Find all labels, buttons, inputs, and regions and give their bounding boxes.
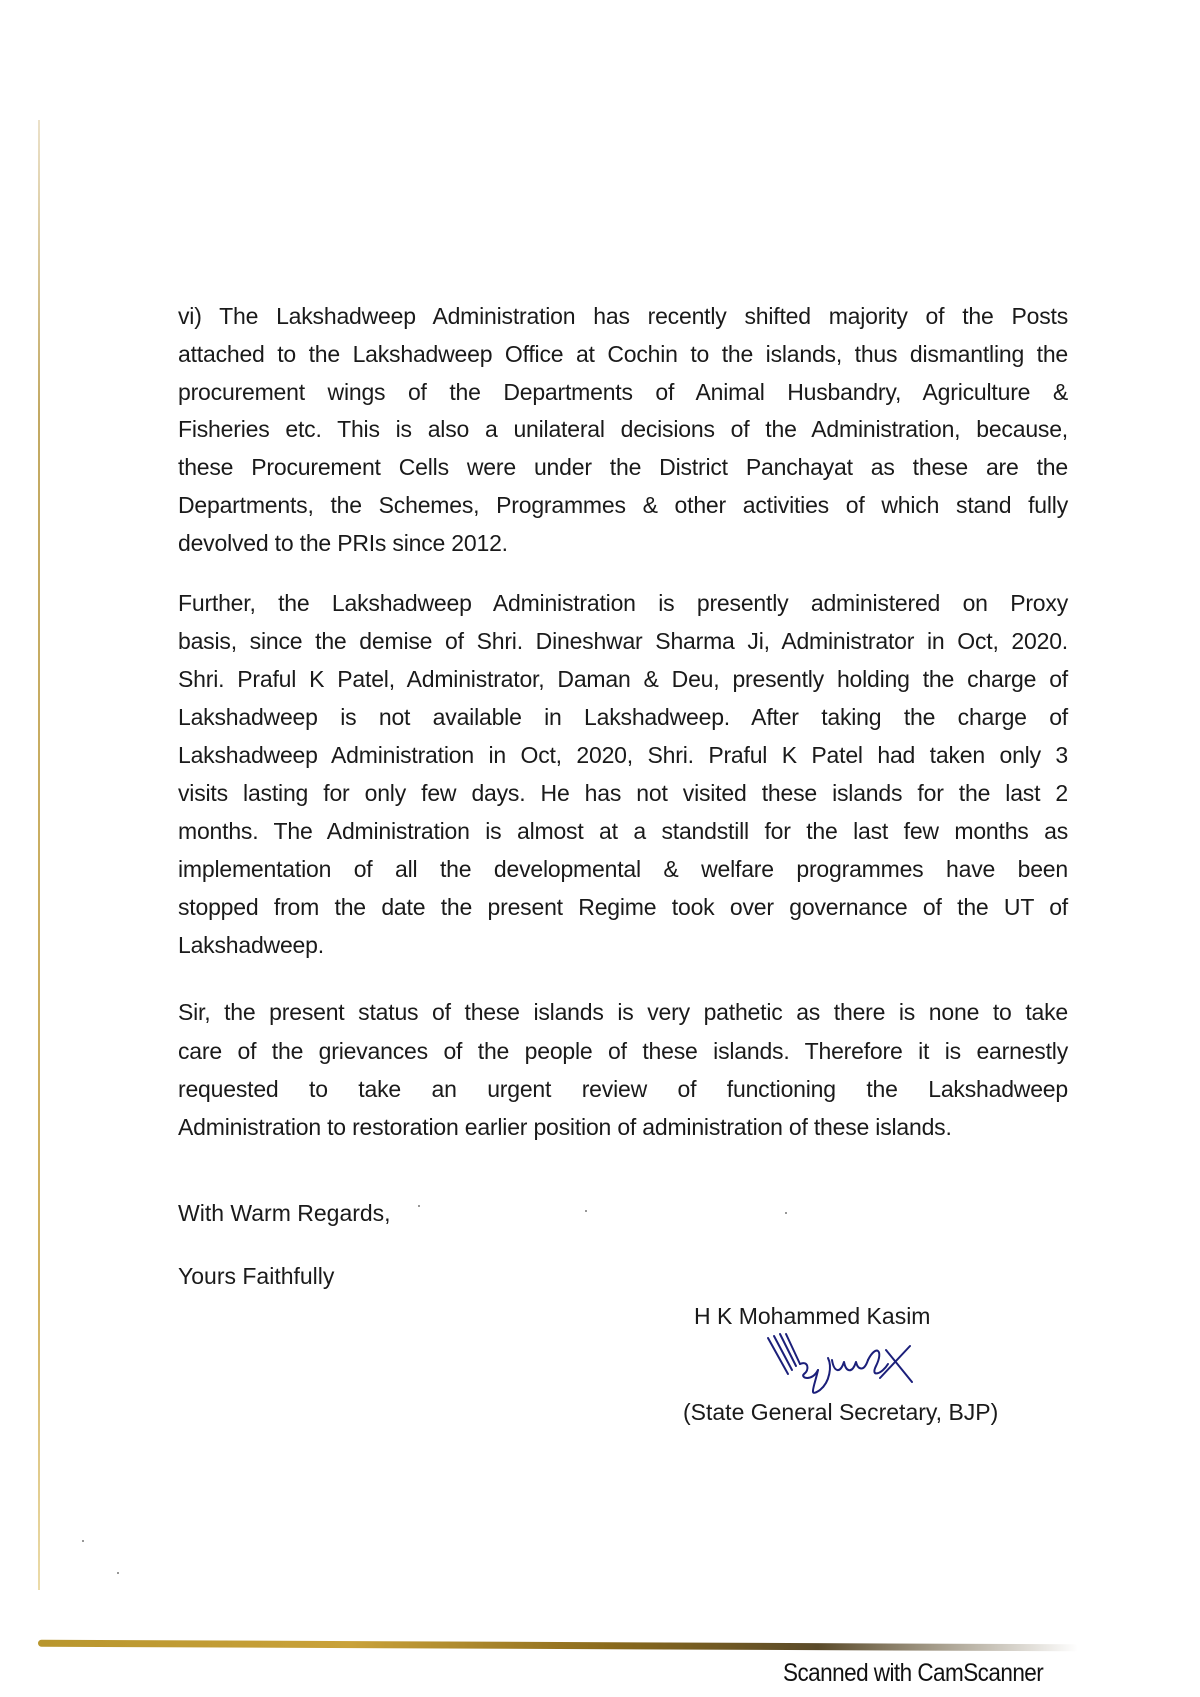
- text-line: Lakshadweep.: [178, 932, 324, 958]
- text-line: visits lasting for only few days. He has not visited these islands for the last 2: [178, 780, 1068, 806]
- text-line: Administration to restoration earlier position of administration of these islands.: [178, 1114, 952, 1140]
- text-line: implementation of all the developmental & welfare programmes have been: [178, 856, 1068, 882]
- page-bottom-edge: [38, 1640, 1078, 1652]
- handwritten-signature-icon: [760, 1330, 930, 1400]
- text-line: requested to take an urgent review of functioning the Lakshadweep: [178, 1076, 1068, 1102]
- text-line: procurement wings of the Departments of Animal Husbandry, Agriculture &: [178, 379, 1068, 405]
- scan-speck: [418, 1205, 420, 1207]
- text-line: Fisheries etc. This is also a unilateral decisions of the Administration, because,: [178, 416, 1068, 442]
- scan-speck: [785, 1212, 787, 1214]
- page-edge-shadow: [38, 120, 40, 1590]
- text-line: Departments, the Schemes, Programmes & other activities of which stand fully: [178, 492, 1068, 518]
- text-line: Shri. Praful K Patel, Administrator, Daman & Deu, presently holding the charge of: [178, 666, 1068, 692]
- text-line: vi) The Lakshadweep Administration has recently shifted majority of the Posts: [178, 303, 1068, 329]
- scan-speck: [82, 1540, 84, 1542]
- text-line: months. The Administration is almost at a standstill for the last few months as: [178, 818, 1068, 844]
- text-line: attached to the Lakshadweep Office at Cochin to the islands, thus dismantling the: [178, 341, 1068, 367]
- camscanner-watermark: Scanned with CamScanner: [783, 1659, 1044, 1687]
- scan-speck: [585, 1210, 587, 1212]
- text-line: Sir, the present status of these islands is very pathetic as there is none to take: [178, 999, 1068, 1025]
- signatory-title: (State General Secretary, BJP): [683, 1399, 999, 1425]
- text-line: these Procurement Cells were under the District Panchayat as these are the: [178, 454, 1068, 480]
- text-line: basis, since the demise of Shri. Dineshwar Sharma Ji, Administrator in Oct, 2020.: [178, 628, 1068, 654]
- text-line: Further, the Lakshadweep Administration is presently administered on Proxy: [178, 590, 1068, 616]
- closing-yours-faithfully: Yours Faithfully: [178, 1263, 335, 1289]
- text-line: devolved to the PRIs since 2012.: [178, 530, 508, 556]
- text-line: Lakshadweep Administration in Oct, 2020, Shri. Praful K Patel had taken only 3: [178, 742, 1068, 768]
- text-line: Lakshadweep is not available in Lakshadweep. After taking the charge of: [178, 704, 1068, 730]
- closing-regards: With Warm Regards,: [178, 1200, 391, 1226]
- text-line: care of the grievances of the people of these islands. Therefore it is earnestly: [178, 1038, 1068, 1064]
- scan-speck: [117, 1572, 119, 1574]
- text-line: stopped from the date the present Regime took over governance of the UT of: [178, 894, 1068, 920]
- signatory-name: H K Mohammed Kasim: [694, 1303, 931, 1329]
